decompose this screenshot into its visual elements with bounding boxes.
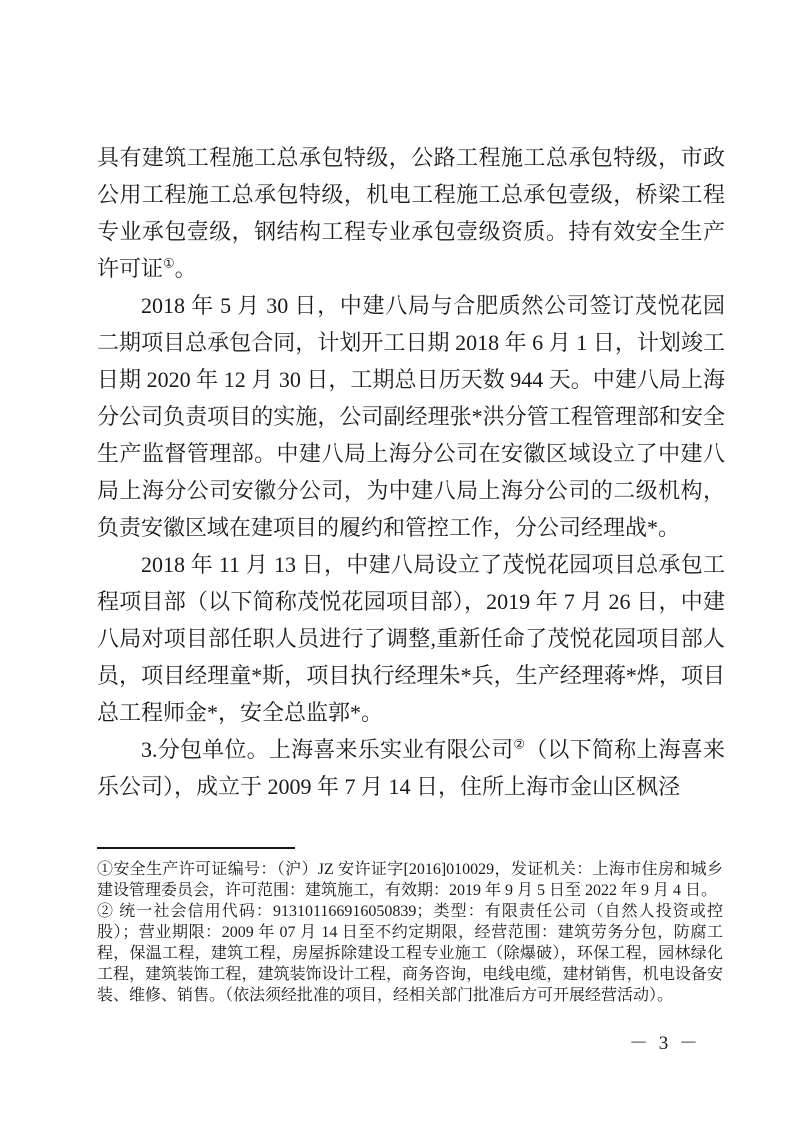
paragraph-project-department — [97, 546, 725, 731]
footnote-2: ② 统一社会信用代码：913101166916050839；类型：有限责任公司（自然人投资或控股）；营业期限：2009 年 07 月 14 日至不约定期限，经营范围：建筑劳务分包，防腐工程，保温工程，建筑工程，房屋拆除建设工程专业施工（除爆破），环保工程，园林绿化工程，建筑装饰工程，建筑装饰设计工程，商务咨询，电线电缆，建材销售，机电设备安装、维修、销售。（依法须经批准的项目，经相关部门批准后方可开展经营活动）。 — [97, 903, 723, 1004]
paragraph-subcontractor — [97, 731, 725, 805]
text-run: 3.分包单位。上海喜来乐实业有限公司 — [141, 737, 514, 762]
page-number: － 3 － — [628, 1033, 701, 1054]
text-run: 2018 年 5 月 30 日，中建八局与合肥质然公司签订茂悦花园二期项目总承包合同，计划开工日期 2018 年 6 月 1 日，计划竣工日期 2020 年 12 月 30 日，工期总日历天数 944 天。中建八局上海分公司负责项目的实施，公司副经理张*洪分管工程管理部和安全生产监督管理部。中建八局上海分公司在安徽区域设立了中建八局上海分公司安徽分公司，为中建八局上海分公司的二级机构，负责安徽区域在建项目的履约和管控工作，分公司经理战*。 — [97, 293, 725, 540]
footnote-1: ①安全生产许可证编号：（沪）JZ 安许证字[2016]010029，发证机关：上海市住房和城乡建设管理委员会，许可范围：建筑施工，有效期：2019 年 9 月 5 日至 2022 年 9 月 4 日。 — [97, 861, 723, 899]
text-run: （以下简称上海喜来乐公司），成立于 2009 年 7 月 14 日，住所上海市金山区枫泾 — [97, 737, 725, 799]
text-run: 。 — [174, 256, 197, 281]
paragraph-contract-signing — [97, 287, 725, 546]
footnote-ref: ② — [513, 736, 526, 752]
paragraph-qualifications — [97, 139, 725, 287]
footnote-section — [97, 847, 723, 1006]
body-text — [97, 139, 725, 805]
text-run: 2018 年 11 月 13 日，中建八局设立了茂悦花园项目总承包工程项目部（以下简称茂悦花园项目部），2019 年 7 月 26 日，中建八局对项目部任职人员进行了调整,重新任命了茂悦花园项目部人员，项目经理童*斯，项目执行经理朱*兵，生产经理蒋*烨，项目总工程师金*，安全总监郭*。 — [97, 552, 725, 725]
footnote-separator — [97, 847, 295, 849]
footnote-ref: ① — [163, 255, 175, 271]
text-run: 具有建筑工程施工总承包特级，公路工程施工总承包特级，市政公用工程施工总承包特级，机电工程施工总承包壹级，桥梁工程专业承包壹级，钢结构工程专业承包壹级资质。持有效安全生产许可证 — [97, 145, 725, 281]
